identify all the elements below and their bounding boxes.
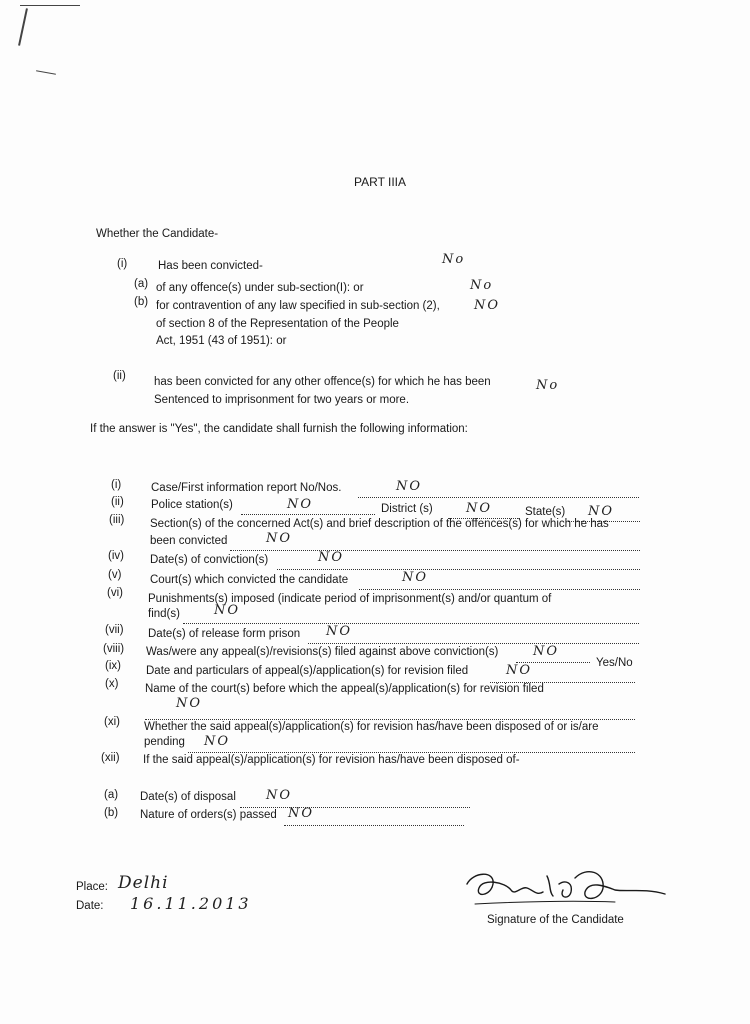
q1b-line1: for contravention of any law specified in sub-section (2), bbox=[156, 300, 440, 312]
item-xii-number: (xii) bbox=[101, 752, 120, 764]
place-label: Place: bbox=[76, 881, 108, 893]
item-vi-number: (vi) bbox=[107, 587, 123, 599]
item-b-answer: NO bbox=[288, 806, 315, 821]
item-i-number: (i) bbox=[111, 479, 122, 491]
q1b-answer: NO bbox=[474, 298, 501, 313]
item-x-dots bbox=[145, 706, 635, 720]
item-x-number: (x) bbox=[105, 678, 119, 690]
item-iii-number: (iii) bbox=[109, 514, 125, 526]
item-vii-answer: NO bbox=[326, 624, 353, 639]
item-xi-line2: pending bbox=[144, 736, 185, 748]
item-iv-answer: NO bbox=[318, 550, 345, 565]
item-x-line1: Name of the court(s) before which the appeal(s)/application(s) for revision filed bbox=[145, 683, 544, 695]
item-ii-text: Police station(s) bbox=[151, 499, 233, 511]
item-viii-answer: NO bbox=[533, 644, 560, 659]
q1-number: (i) bbox=[117, 258, 128, 270]
item-ii-answer: NO bbox=[287, 497, 314, 512]
item-v-answer: NO bbox=[402, 570, 429, 585]
signature-label: Signature of the Candidate bbox=[487, 914, 624, 926]
item-ii-number: (ii) bbox=[111, 496, 124, 508]
item-a-number: (a) bbox=[104, 789, 119, 801]
date-label: Date: bbox=[76, 900, 104, 912]
item-xi-answer: NO bbox=[204, 734, 231, 749]
item-vii-text: Date(s) of release form prison bbox=[148, 628, 301, 640]
item-ix-text: Date and particulars of appeal(s)/application(s) for revision filed bbox=[146, 665, 469, 677]
item-vi-answer: NO bbox=[214, 603, 241, 618]
item-vii-number: (vii) bbox=[105, 624, 124, 636]
item-ii-district-answer: NO bbox=[466, 501, 493, 516]
item-a-text: Date(s) of disposal bbox=[140, 791, 236, 803]
signature-image bbox=[455, 862, 680, 912]
item-b-text: Nature of orders(s) passed bbox=[140, 809, 277, 821]
q2-answer: No bbox=[536, 378, 560, 393]
scan-artifact bbox=[36, 70, 56, 74]
item-iv-text: Date(s) of conviction(s) bbox=[150, 554, 269, 566]
item-v-number: (v) bbox=[108, 569, 122, 581]
item-vi-line2: find(s) bbox=[148, 608, 180, 620]
q1a-text: of any offence(s) under sub-section(I): or bbox=[156, 282, 364, 294]
item-vi-dots bbox=[183, 610, 639, 624]
scan-artifact bbox=[20, 5, 80, 6]
item-v-text: Court(s) which convicted the candidate bbox=[150, 574, 349, 586]
q2-line2: Sentenced to imprisonment for two years or more. bbox=[154, 394, 410, 406]
q1a-answer: No bbox=[470, 278, 494, 293]
item-a-answer: NO bbox=[266, 788, 293, 803]
q1b-label: (b) bbox=[134, 296, 149, 308]
q1-text: Has been convicted- bbox=[158, 260, 263, 272]
item-i-text: Case/First information report No/Nos. bbox=[151, 482, 342, 494]
item-xii-text: If the said appeal(s)/application(s) for revision has/have been disposed of- bbox=[143, 754, 520, 766]
item-ix-answer: NO bbox=[506, 663, 533, 678]
intro-text: Whether the Candidate- bbox=[96, 228, 219, 240]
item-xi-line1: Whether the said appeal(s)/application(s) for revision has/have been disposed of or is/are bbox=[144, 721, 599, 733]
q1b-line3: Act, 1951 (43 of 1951): or bbox=[156, 335, 287, 347]
place-value: Delhi bbox=[118, 873, 169, 893]
item-xi-dots bbox=[188, 739, 635, 753]
item-ix-number: (ix) bbox=[105, 660, 121, 672]
scan-artifact bbox=[18, 8, 28, 46]
item-ii-state-answer: NO bbox=[588, 504, 615, 519]
item-ii-state-label: State(s) bbox=[525, 506, 566, 518]
page-title: PART IIIA bbox=[354, 175, 407, 189]
item-viii-number: (viii) bbox=[103, 643, 125, 655]
item-iii-line2: been convicted bbox=[150, 535, 228, 547]
q2-line1: has been convicted for any other offence(s) for which he has been bbox=[154, 376, 491, 388]
item-xi-number: (xi) bbox=[104, 716, 120, 728]
item-i-answer: NO bbox=[396, 479, 423, 494]
q2-number: (ii) bbox=[113, 370, 126, 382]
item-ii-district-label: District (s) bbox=[381, 503, 433, 515]
item-viii-text: Was/were any appeal(s)/revisions(s) filed against above conviction(s) bbox=[146, 646, 499, 658]
q1-answer: No bbox=[442, 252, 466, 267]
item-vii-dots bbox=[308, 630, 639, 644]
item-b-number: (b) bbox=[104, 807, 119, 819]
item-iii-answer: NO bbox=[266, 531, 293, 546]
item-viii-suffix: Yes/No bbox=[596, 657, 633, 669]
item-vi-line1: Punishments(s) imposed (indicate period of imprisonment(s) and/or quantum of bbox=[148, 593, 552, 605]
item-iii-line1: Section(s) of the concerned Act(s) and brief description of the offences(s) for which he has bbox=[150, 518, 609, 530]
date-value: 16.11.2013 bbox=[130, 894, 252, 913]
item-x-answer: NO bbox=[176, 696, 203, 711]
item-iv-number: (iv) bbox=[108, 550, 124, 562]
if-yes-text: If the answer is "Yes", the candidate shall furnish the following information: bbox=[90, 423, 468, 435]
q1b-line2: of section 8 of the Representation of the People bbox=[156, 318, 399, 330]
q1a-label: (a) bbox=[134, 278, 149, 290]
